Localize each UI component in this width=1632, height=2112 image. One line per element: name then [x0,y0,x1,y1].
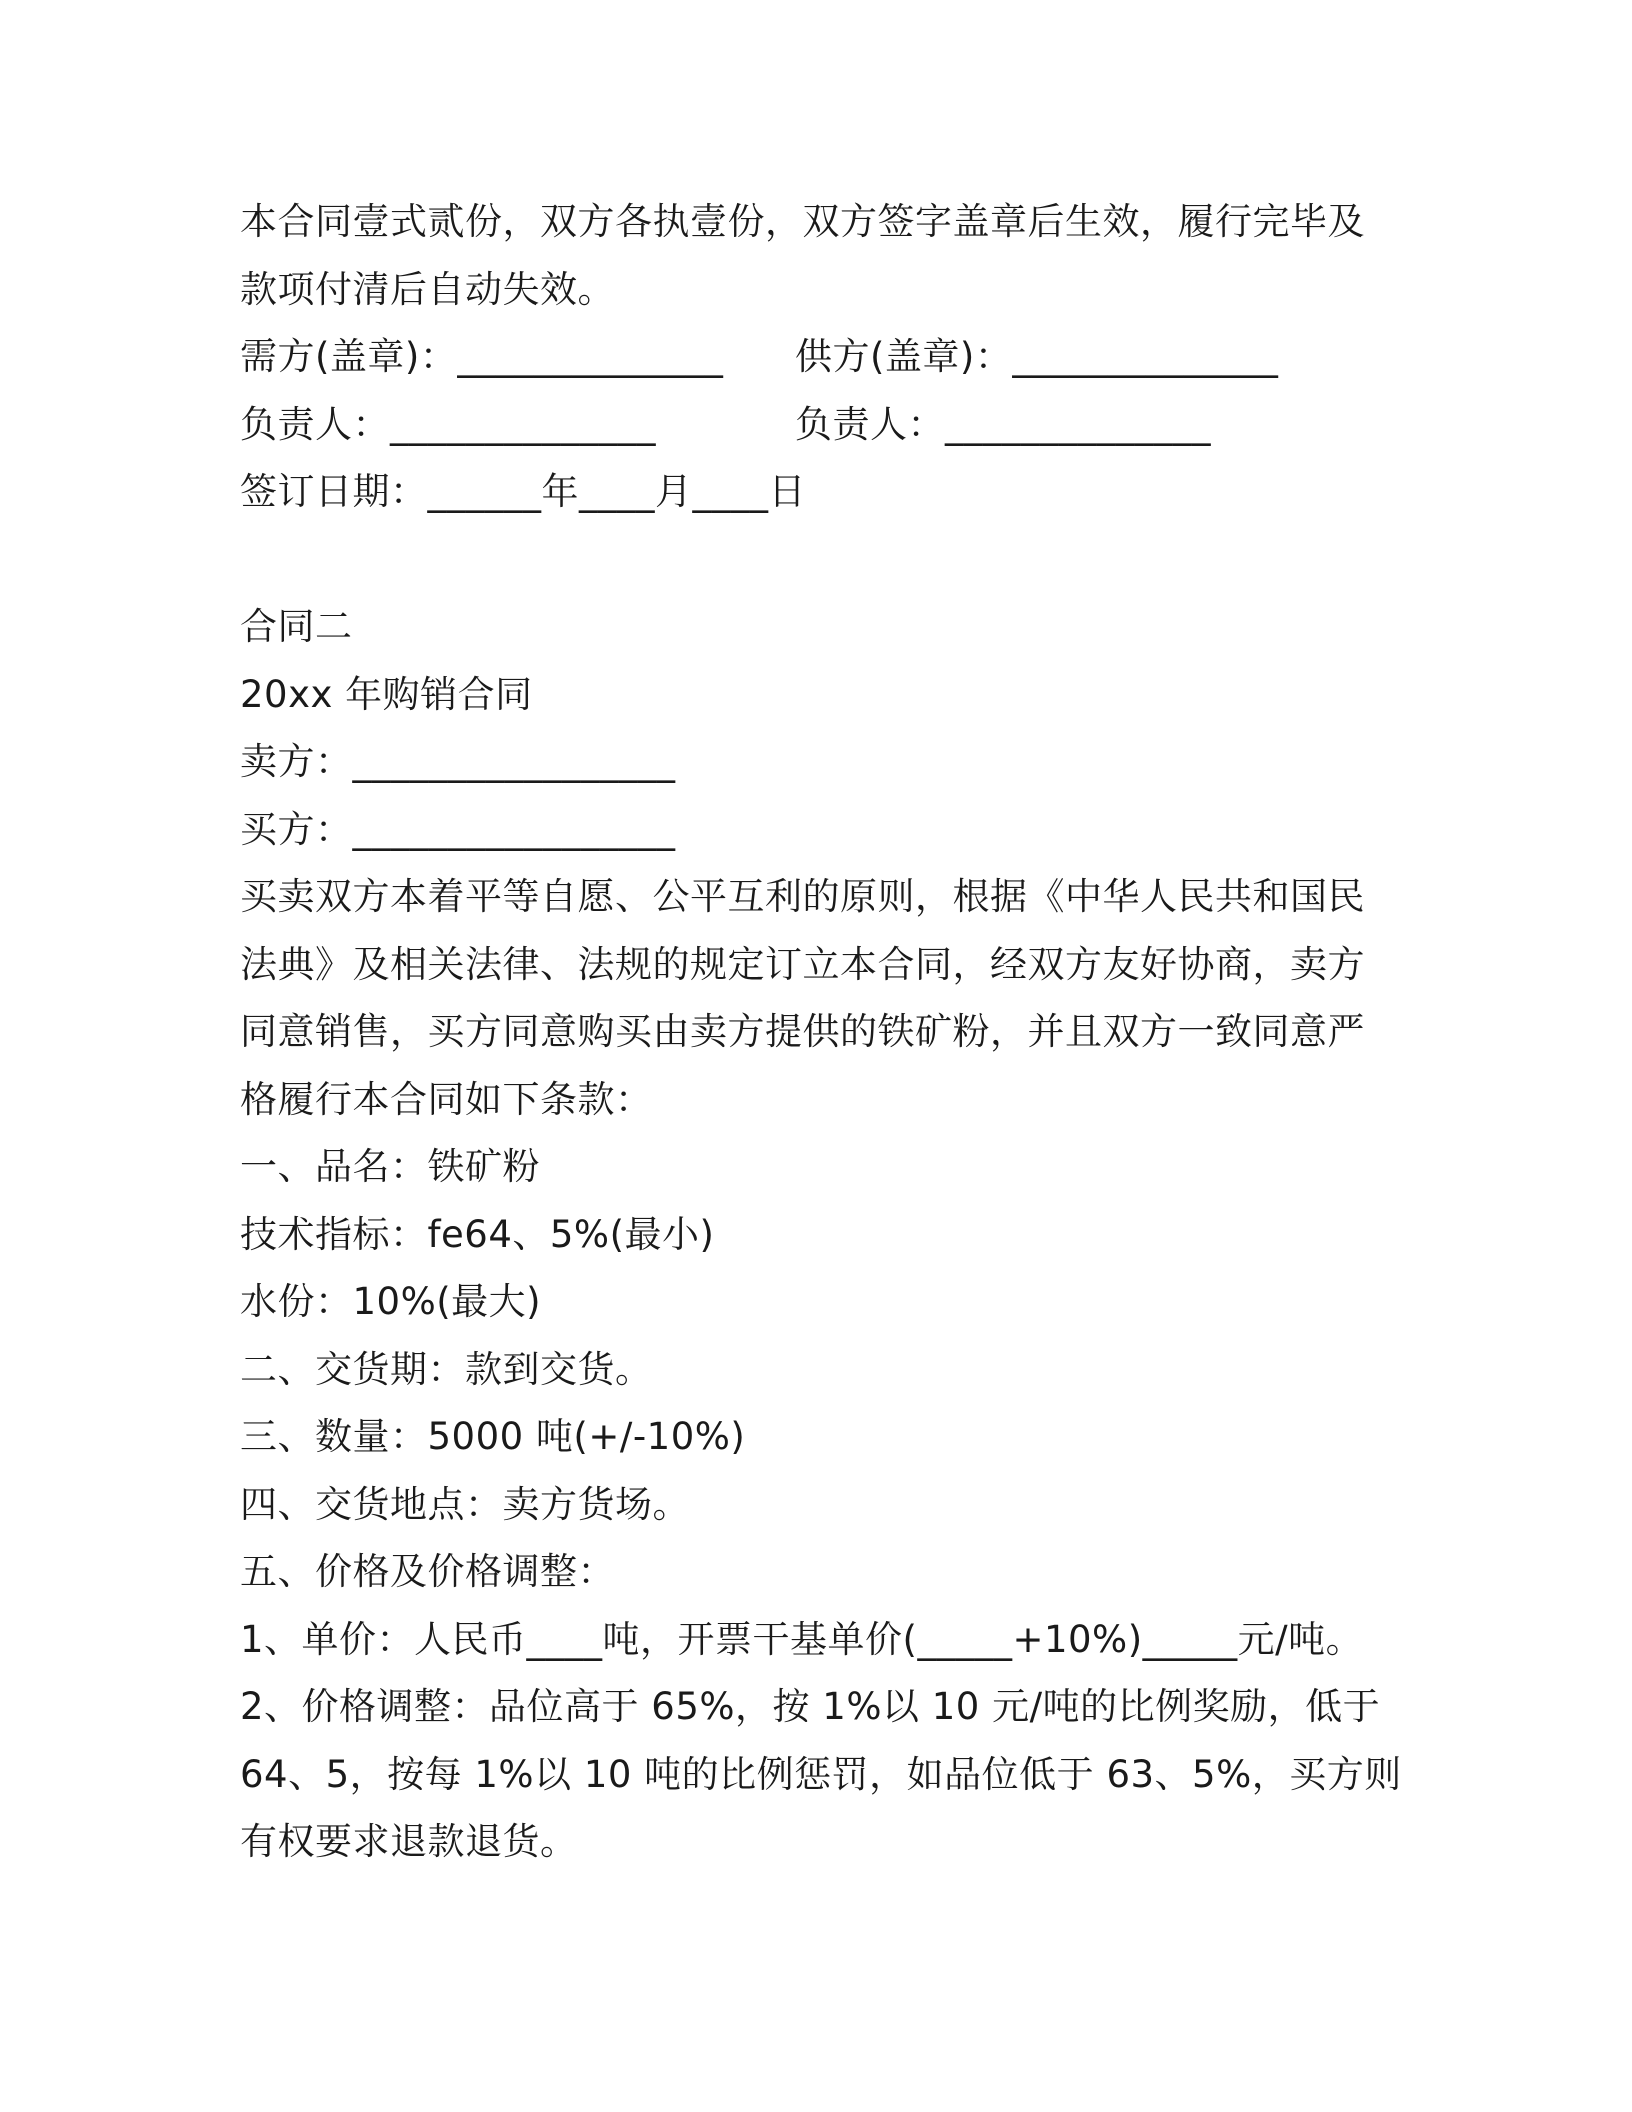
clause-delivery-time: 二、交货期：款到交货。 [240,1347,653,1391]
seller-seal-field: 供方(盖章)：______________ [795,335,1279,378]
contract2-heading: 合同二 [240,605,353,648]
clause-quantity: 三、数量：5000 吨(+/-10%) [240,1415,746,1458]
intro-line: 法典》及相关法律、法规的规定订立本合同，经双方友好协商，卖方 [240,942,1365,986]
buyer-seal-field: 需方(盖章)：______________ [240,335,724,378]
person-row [240,391,1370,459]
intro-line: 同意销售，买方同意购买由卖方提供的铁矿粉，并且双方一致同意严 [240,1010,1365,1053]
document-page [240,188,1402,1876]
clause-tech-spec: 技术指标：fe64、5%(最小) [240,1212,715,1256]
clause-delivery-place: 四、交货地点：卖方货场。 [240,1482,690,1526]
buyer-field: 买方：_________________ [240,807,676,851]
seller-field: 卖方：_________________ [240,740,676,783]
clause-price-adjust-line-1: 2、价格调整：品位高于 65%，按 1%以 10 元/吨的比例奖励，低于 [240,1685,1381,1728]
sign-date-field: 签订日期：______年____月____日 [240,470,806,513]
clause-product-name: 一、品名：铁矿粉 [240,1145,540,1188]
seal-row [240,323,1370,391]
clause-price-adjust-line-2: 64、5，按每 1%以 10 吨的比例惩罚，如品位低于 63、5%，买方则 [240,1752,1402,1796]
clause-price-adjust-line-3: 有权要求退款退货。 [240,1820,578,1863]
seller-person-field: 负责人：______________ [795,402,1211,446]
clause-unit-price: 1、单价：人民币____吨，开票干基单价(_____+10%)_____元/吨。 [240,1617,1364,1661]
intro-line: 格履行本合同如下条款： [240,1077,653,1121]
closing-text-line-1: 本合同壹式贰份，双方各执壹份，双方签字盖章后生效，履行完毕及 [240,200,1365,243]
clause-price-heading: 五、价格及价格调整： [240,1550,615,1593]
contract2-title: 20xx 年购销合同 [240,672,533,716]
closing-text-line-2: 款项付清后自动失效。 [240,267,615,311]
section-spacer [240,526,1370,594]
intro-line: 买卖双方本着平等自愿、公平互利的原则，根据《中华人民共和国民 [240,875,1365,918]
buyer-person-field: 负责人：______________ [240,402,656,446]
clause-moisture: 水份：10%(最大) [240,1280,542,1323]
